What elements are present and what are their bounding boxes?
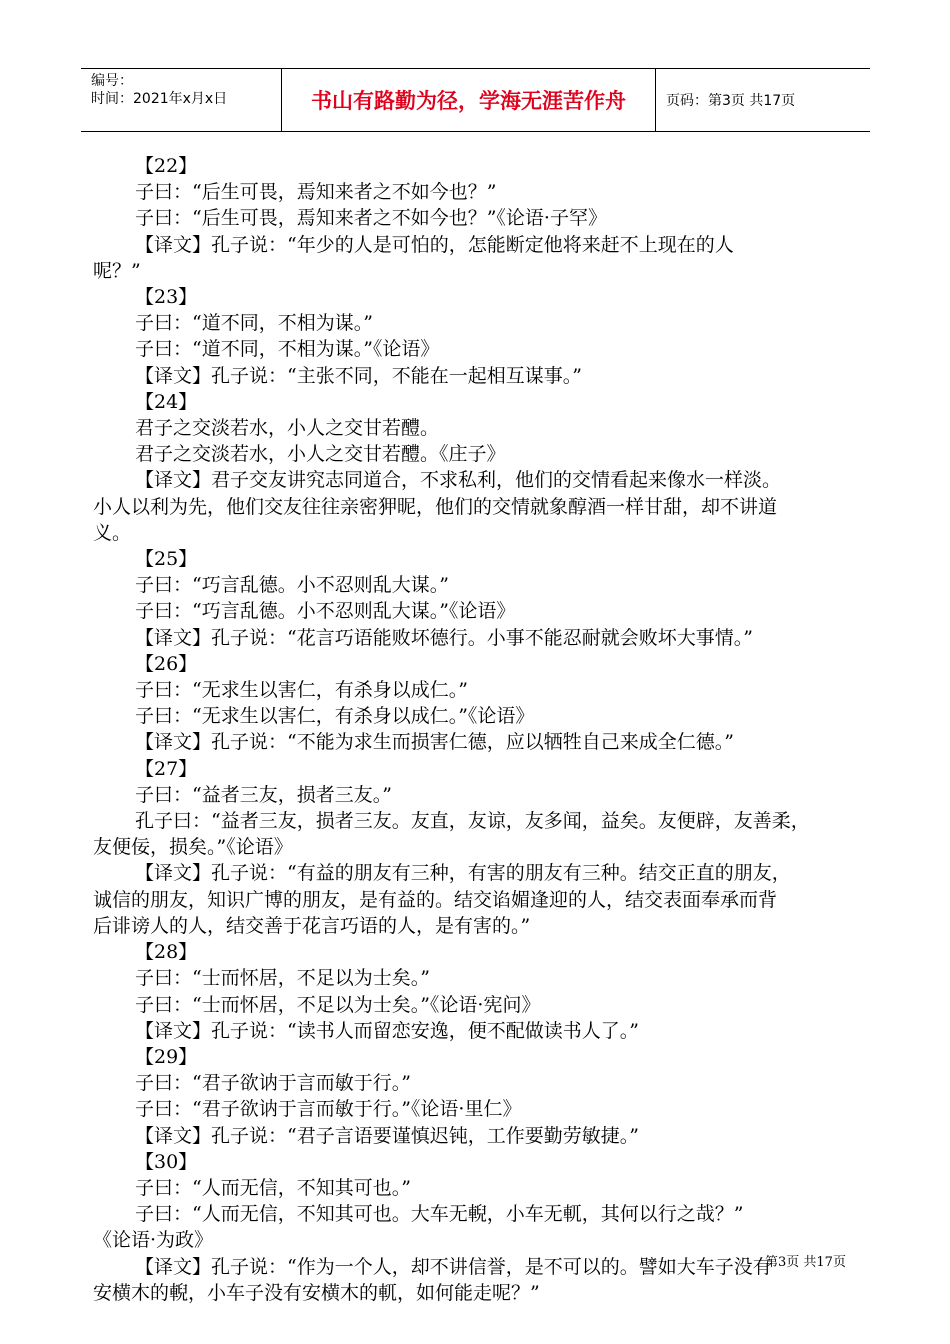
text-line: 【25】 (135, 548, 198, 571)
page-footer: 第3页 共17页 (765, 1255, 846, 1270)
text-line: 【译文】孔子说：“不能为求生而损害仁德，应以牺牲自己来成全仁德。” (135, 731, 734, 754)
text-line: 子曰：“无求生以害仁，有杀身以成仁。”《论语》 (135, 705, 535, 728)
number-label: 编号： (91, 73, 133, 89)
text-line: 君子之交淡若水，小人之交甘若醴。 (135, 417, 440, 440)
text-line: 子曰：“君子欲讷于言而敏于行。”《论语·里仁》 (135, 1098, 522, 1121)
text-line: 子曰：“君子欲讷于言而敏于行。” (135, 1072, 411, 1095)
text-line: 子曰：“道不同，不相为谋。”《论语》 (135, 338, 440, 361)
text-line: 子曰：“无求生以害仁，有杀身以成仁。” (135, 679, 468, 702)
text-line: 【译文】孔子说：“有益的朋友有三种，有害的朋友有三种。结交正直的朋友， (135, 862, 791, 885)
text-line: 孔子曰：“益者三友，损者三友。友直，友谅，友多闻，益矣。友便辟，友善柔， (135, 810, 810, 833)
text-line: 【27】 (135, 757, 198, 780)
text-line: 子曰：“人而无信，不知其可也。大车无輗，小车无軏，其何以行之哉？” (135, 1203, 744, 1226)
text-line: 子曰：“士而怀居，不足以为士矣。”《论语·宪问》 (135, 993, 541, 1016)
date-label: 时间：2021年x月x日 (91, 91, 228, 107)
text-line: 【24】 (135, 390, 198, 413)
text-line: 安横木的輗，小车子没有安横木的軏，如何能走呢？” (93, 1281, 540, 1304)
header-meta (81, 69, 282, 131)
text-line: 子曰：“巧言乱德。小不忍则乱大谋。”《论语》 (135, 600, 516, 623)
text-line: 子曰：“人而无信，不知其可也。” (135, 1176, 411, 1199)
text-line: 【30】 (135, 1150, 198, 1173)
text-line: 子曰：“益者三友，损者三友。” (135, 783, 392, 806)
text-line: 子曰：“士而怀居，不足以为士矣。” (135, 967, 430, 990)
text-line: 小人以利为先，他们交友往往亲密狎昵，他们的交情就象醇酒一样甘甜，却不讲道 (93, 495, 778, 518)
text-line: 君子之交淡若水，小人之交甘若醴。《庄子》 (135, 443, 506, 466)
text-line: 呢？” (93, 259, 141, 282)
text-line: 【23】 (135, 286, 198, 309)
document-body (93, 153, 863, 1306)
header-motto: 书山有路勤为径，学海无涯苦作舟 (311, 89, 626, 113)
header-motto-cell (282, 69, 656, 131)
text-line: 【译文】孔子说：“读书人而留恋安逸，便不配做读书人了。” (135, 1019, 639, 1042)
text-line: 子曰：“后生可畏，焉知来者之不如今也？” (135, 181, 497, 204)
text-line: 【译文】孔子说：“君子言语要谨慎迟钝，工作要勤劳敏捷。” (135, 1124, 639, 1147)
text-line: 【28】 (135, 941, 198, 964)
text-line: 子曰：“巧言乱德。小不忍则乱大谋。” (135, 574, 449, 597)
text-line: 诚信的朋友，知识广博的朋友，是有益的。结交谄媚逢迎的人，结交表面奉承而背 (93, 888, 778, 911)
text-line: 子曰：“后生可畏，焉知来者之不如今也？”《论语·子罕》 (135, 207, 607, 230)
text-line: 友便佞，损矣。”《论语》 (93, 836, 293, 859)
text-line: 【22】 (135, 155, 198, 177)
text-line: 后诽谤人的人，结交善于花言巧语的人，是有害的。” (93, 914, 531, 937)
text-line: 【译文】孔子说：“年少的人是可怕的，怎能断定他将来赶不上现在的人 (135, 233, 734, 256)
text-line: 【29】 (135, 1045, 198, 1068)
header-page-label: 页码：第3页 共17页 (666, 93, 796, 109)
text-line: 【译文】孔子说：“花言巧语能败坏德行。小事不能忍耐就会败坏大事情。” (135, 626, 753, 649)
text-line: 【译文】孔子说：“作为一个人，却不讲信誉，是不可以的。譬如大车子没有 (135, 1255, 772, 1278)
text-line: 【译文】孔子说：“主张不同，不能在一起相互谋事。” (135, 364, 582, 387)
page-header (81, 68, 870, 132)
text-line: 【译文】君子交友讲究志同道合，不求私利，他们的交情看起来像水一样淡。 (135, 469, 782, 492)
text-line: 《论语·为政》 (93, 1229, 214, 1252)
text-line: 义。 (93, 521, 132, 544)
text-line: 子曰：“道不同，不相为谋。” (135, 312, 373, 335)
text-line: 【26】 (135, 652, 198, 675)
